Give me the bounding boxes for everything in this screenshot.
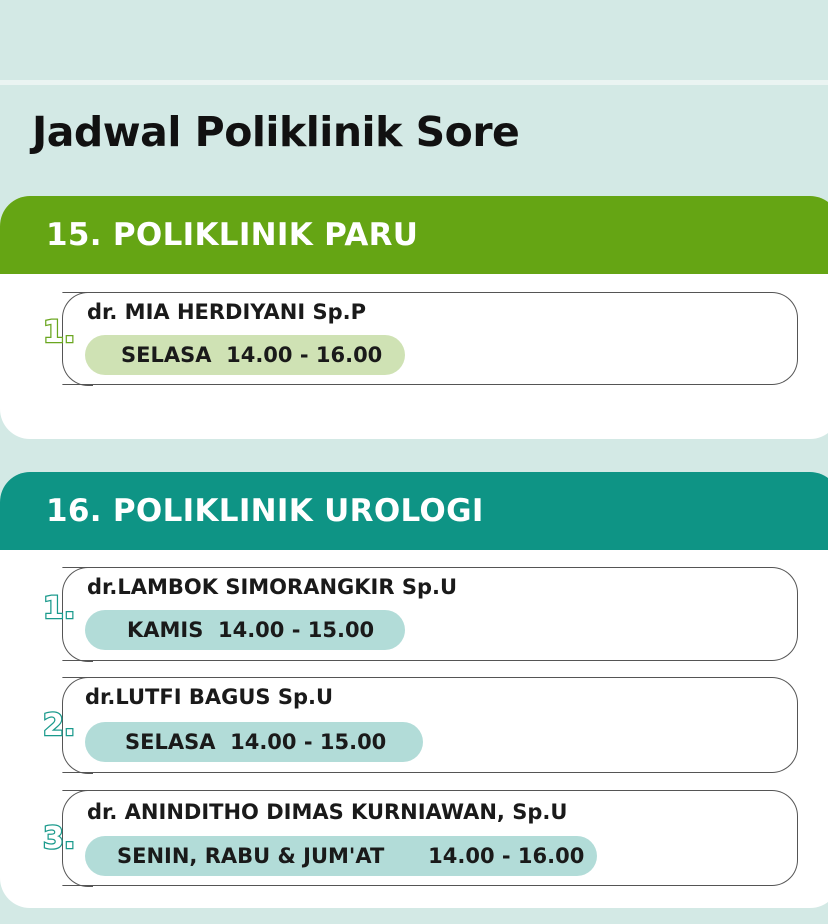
schedule-text: SENIN, RABU & JUM'AT 14.00 - 16.00: [117, 844, 585, 868]
schedule-text: SELASA 14.00 - 16.00: [121, 343, 383, 367]
schedule-entry: [43, 292, 798, 385]
schedule-text: KAMIS 14.00 - 15.00: [127, 618, 375, 642]
schedule-badge: [85, 836, 597, 876]
top-divider: [0, 80, 828, 85]
schedule-badge: [85, 335, 405, 375]
doctor-name: dr. ANINDITHO DIMAS KURNIAWAN, Sp.U: [87, 800, 568, 824]
schedule-badge: [85, 610, 405, 650]
schedule-entry: [43, 567, 798, 661]
entry-number: 2.: [43, 708, 76, 743]
section-poliklinik-urologi: [0, 472, 828, 908]
page-title: Jadwal Poliklinik Sore: [32, 108, 520, 156]
section-header: 15. POLIKLINIK PARU: [0, 196, 828, 274]
doctor-name: dr.LAMBOK SIMORANGKIR Sp.U: [87, 575, 458, 599]
section-header: 16. POLIKLINIK UROLOGI: [0, 472, 828, 550]
schedule-entry: [43, 790, 798, 886]
schedule-badge: [85, 722, 423, 762]
entry-number: 1.: [43, 591, 76, 626]
section-poliklinik-paru: [0, 196, 828, 439]
schedule-entry: [43, 677, 798, 773]
entry-number: 1.: [43, 315, 76, 350]
doctor-name: dr. MIA HERDIYANI Sp.P: [87, 300, 366, 324]
schedule-text: SELASA 14.00 - 15.00: [125, 730, 387, 754]
entry-number: 3.: [43, 821, 76, 856]
doctor-name: dr.LUTFI BAGUS Sp.U: [85, 685, 334, 709]
